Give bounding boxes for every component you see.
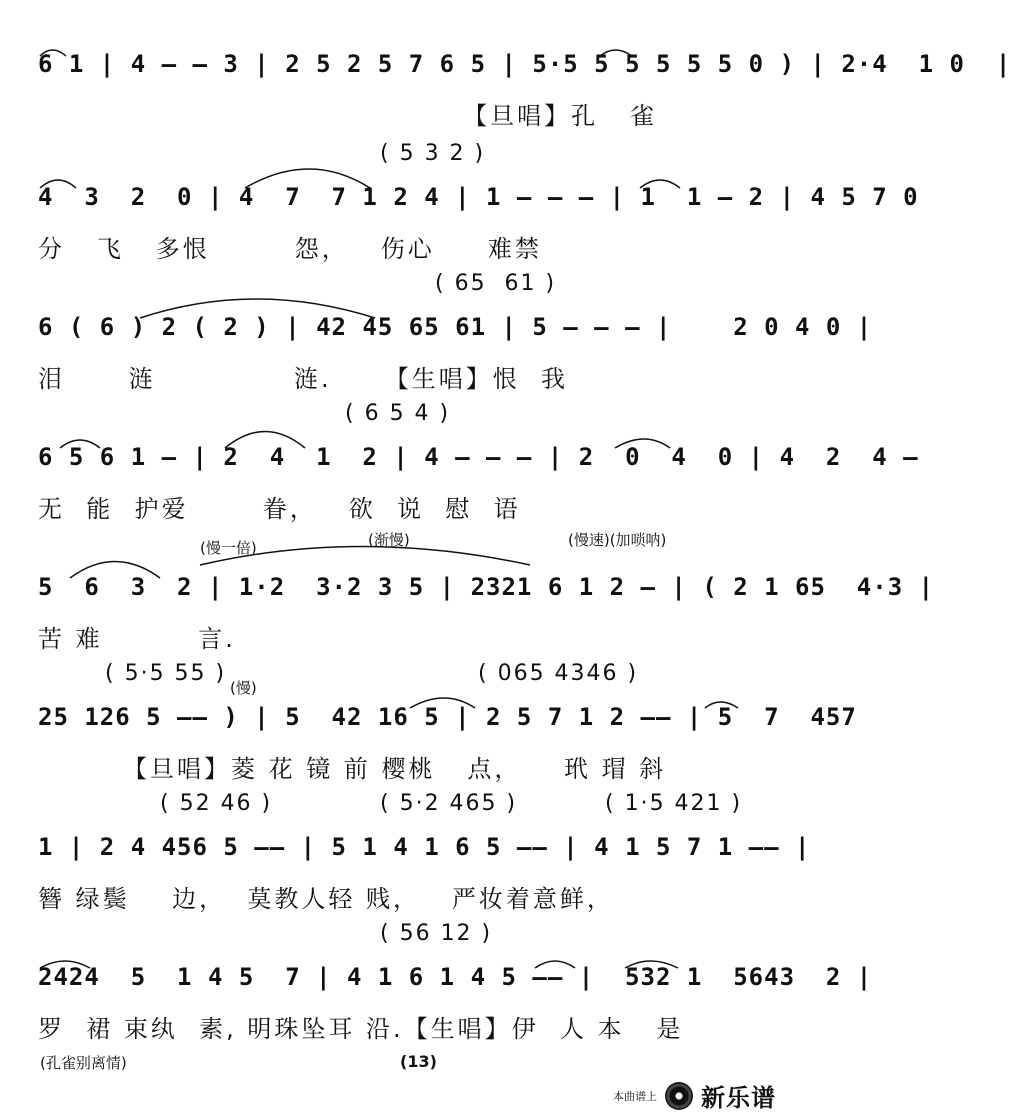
lyric-line: 罗 裙 束纨 素, 明珠坠耳 沿.【生唱】伊 人 本 是 (38, 1015, 684, 1043)
interlude-marking: ( 065 4346 ) (478, 661, 639, 686)
notation-line: 6 1 | 4 — — 3 | 2 5 2 5 7 6 5 | 5·5 5 5 5 5 5 0 ) | 2·4 1 0 | (38, 50, 1011, 78)
notation-line: 5 6 3 2 | 1·2 3·2 3 5 | 2321 6 1 2 — | ( 2 1 65 4·3 | (38, 573, 935, 601)
notation-line: 4 3 2 0 | 4 7 7 1 2 4 | 1 — — — | 1 1 — 2 | 4 5 7 0 (38, 183, 919, 211)
lyric-line: 无 能 护爱 眷， 欲 说 慰 语 (38, 495, 521, 523)
piece-title: (孔雀别离情) (40, 1054, 127, 1072)
lyric-line: 泪 涟 涟. 【生唱】恨 我 (38, 365, 568, 393)
lyric-line: 【旦唱】孔 雀 (38, 102, 658, 130)
tempo-marking: (慢一倍) (200, 539, 257, 557)
tempo-marking: (慢速)(加唢呐) (568, 531, 667, 549)
interlude-marking: ( 56 12 ) (380, 921, 493, 946)
record-disc-icon (665, 1082, 693, 1110)
watermark-brand: 新乐谱 (701, 1084, 776, 1112)
lyric-line: 苦 难 言. (38, 625, 236, 653)
notation-line: 6 ( 6 ) 2 ( 2 ) | 42 45 65 61 | 5 — — — | 2 0 4 0 | (38, 313, 873, 341)
tempo-marking: (渐慢) (368, 531, 410, 549)
tempo-marking: (慢) (230, 679, 257, 697)
interlude-marking: ( 52 46 ) (160, 791, 273, 816)
notation-line: 2424 5 1 4 5 7 | 4 1 6 1 4 5 —— | 532 1 5643 2 | (38, 963, 873, 991)
page-number: (13) (400, 1052, 437, 1071)
interlude-marking: ( 5·5 55 ) (105, 661, 227, 686)
interlude-marking: ( 5 3 2 ) (380, 141, 486, 166)
lyric-line: 簪 绿鬓 边， 莫教人轻 贱， 严妆着意鲜， (38, 885, 614, 913)
watermark-prefix: 本曲谱上 (613, 1089, 657, 1103)
notation-line: 1 | 2 4 456 5 —— | 5 1 4 1 6 5 —— | 4 1 5 7 1 —— | (38, 833, 811, 861)
interlude-marking: ( 6 5 4 ) (345, 401, 451, 426)
lyric-line: 分 飞 多恨 怨， 伤心 难禁 (38, 235, 542, 263)
interlude-marking: ( 5·2 465 ) (380, 791, 518, 816)
site-watermark (613, 1078, 776, 1113)
notation-line: 6 5 6 1 — | 2 4 1 2 | 4 — — — | 2 0 4 0 | 4 2 4 — (38, 443, 919, 471)
lyric-line: 【旦唱】菱 花 镜 前 樱桃 点， 玳 瑁 斜 (38, 755, 667, 783)
notation-line: 25 126 5 —— ) | 5 42 16 5 | 2 5 7 1 2 —— | 5 7 457 (38, 703, 857, 731)
interlude-marking: ( 1·5 421 ) (605, 791, 743, 816)
interlude-marking: ( 65 61 ) (435, 271, 557, 296)
